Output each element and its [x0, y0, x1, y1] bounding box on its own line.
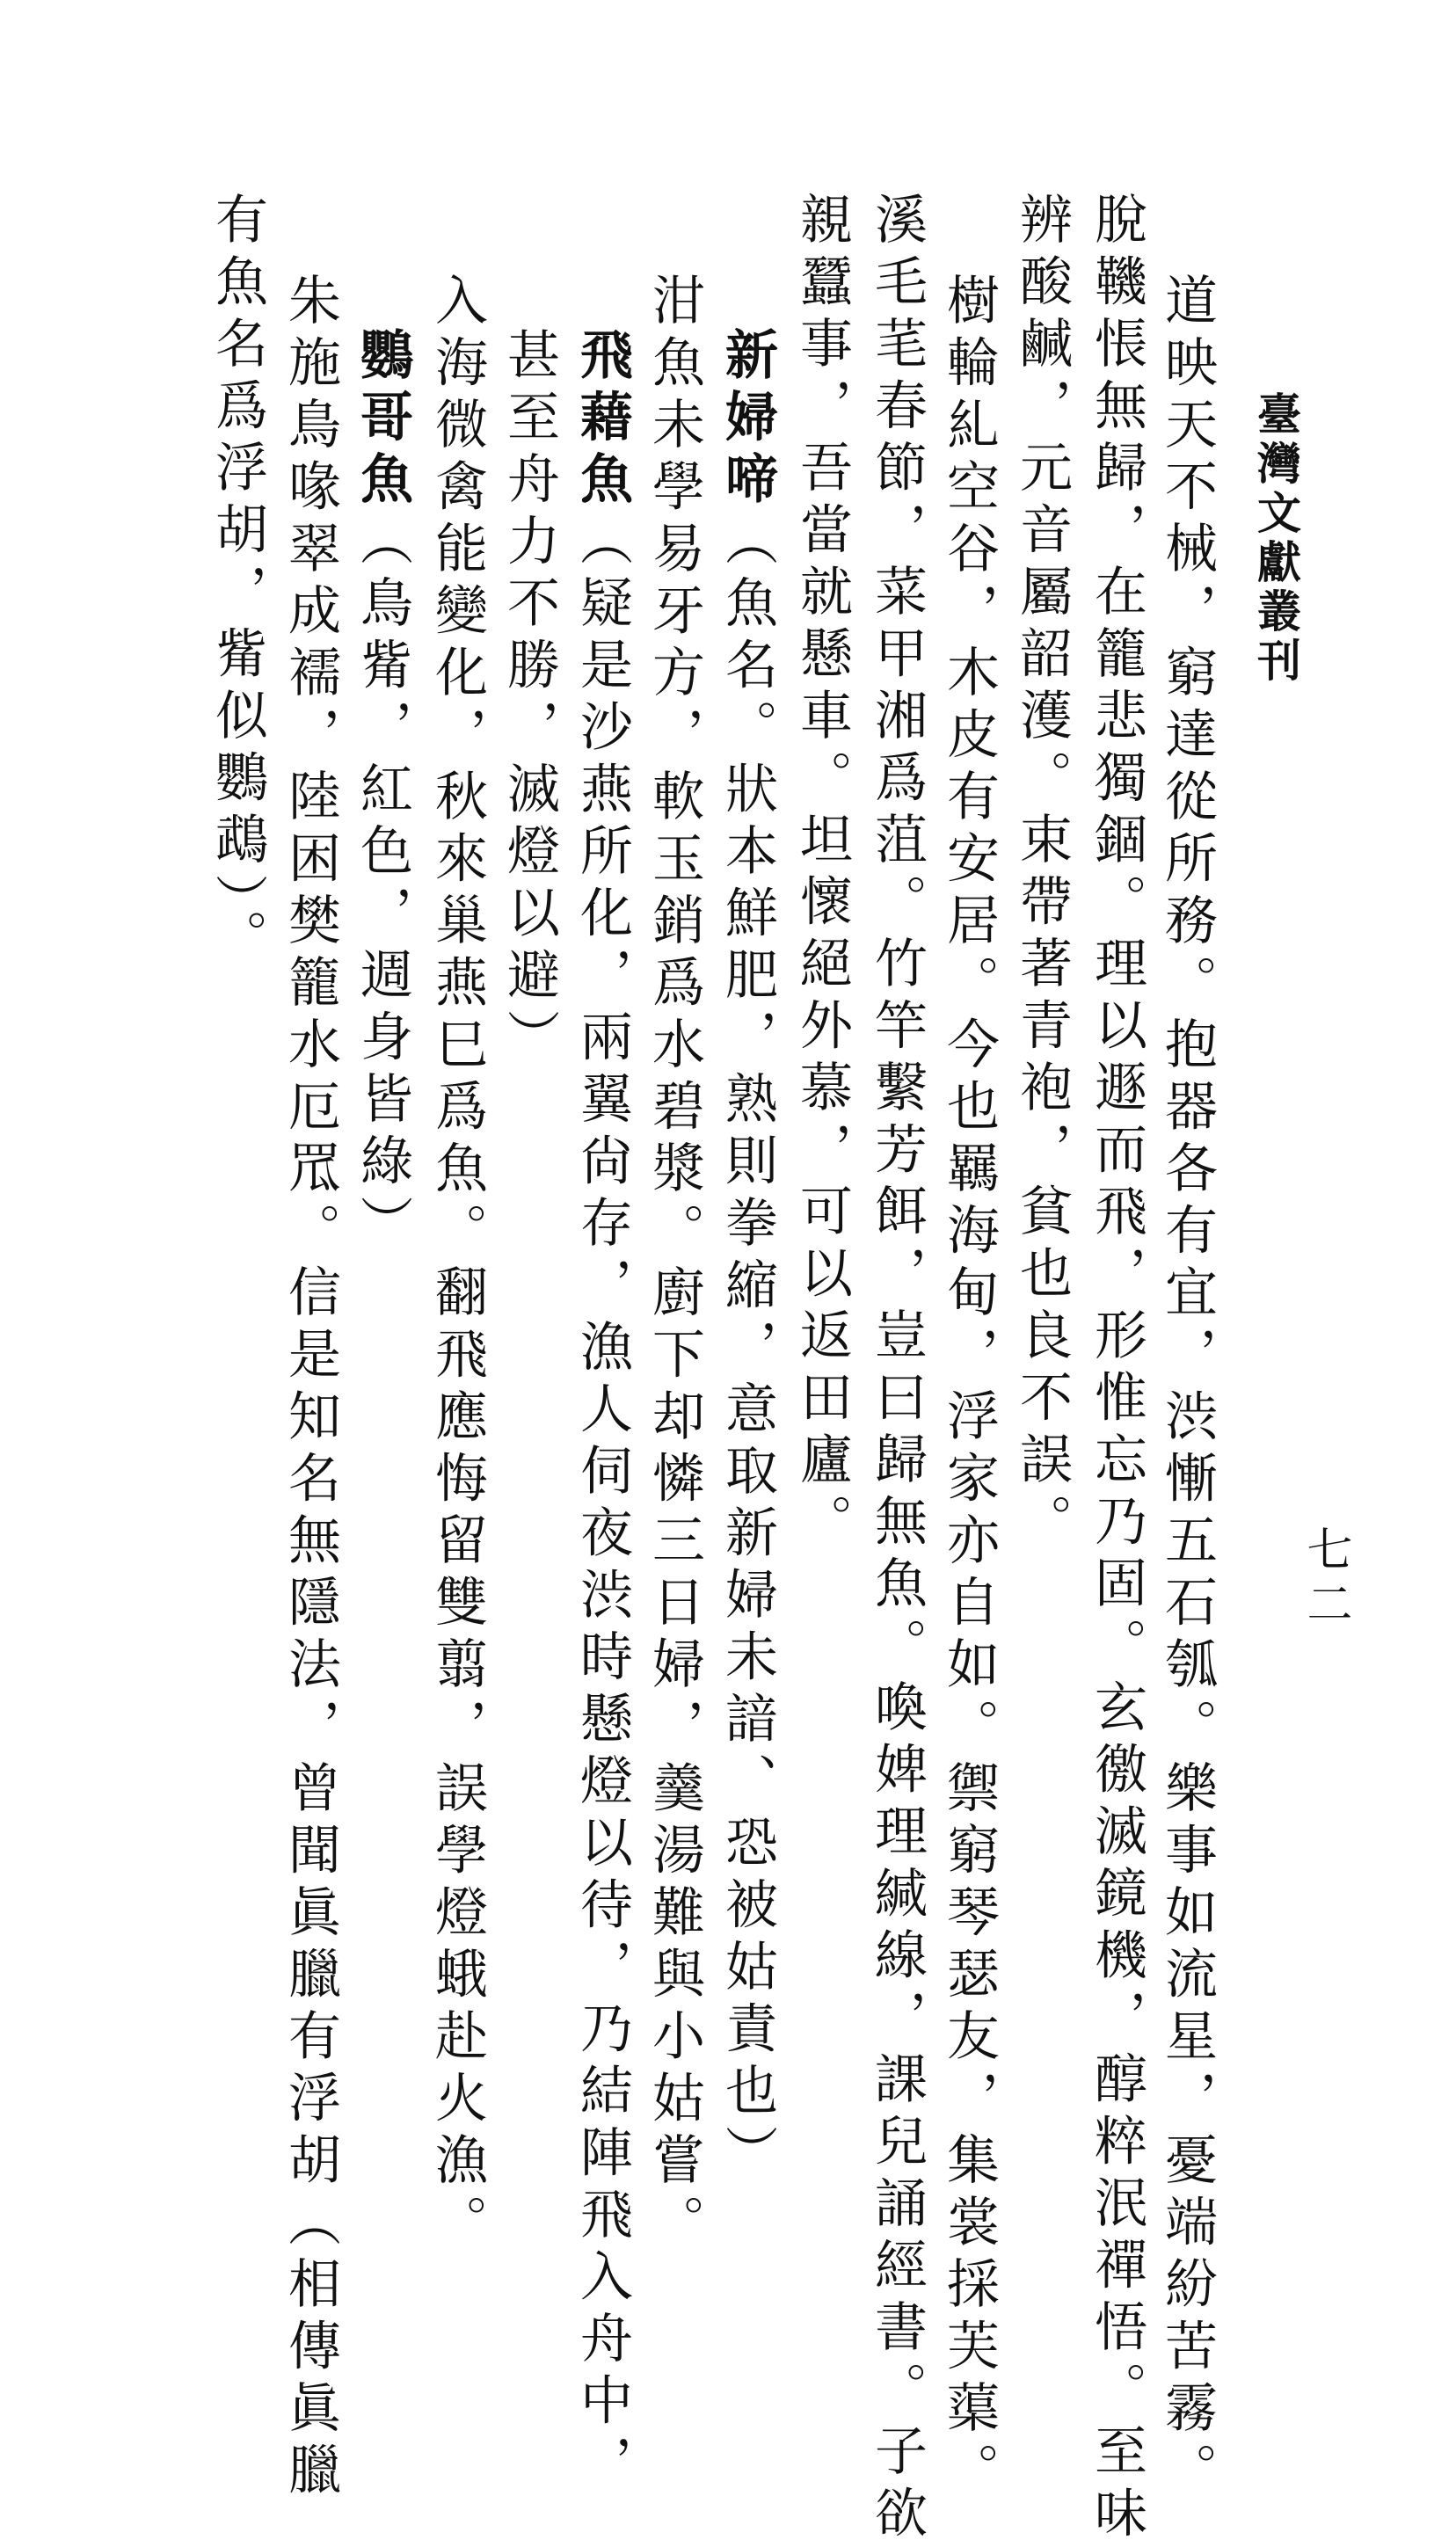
text-column-13: 朱施鳥喙翠成襦，陸困樊籠水厄罛。信是知名無隱法，曾聞眞臘有浮胡（相傳眞臘	[280, 273, 341, 2504]
text-column-7: 新婦啼（魚名。狀本鮮肥，熟則拳縮，意取新婦未諳、恐被姑責也）	[717, 327, 778, 2187]
running-head: 臺灣文獻叢刊	[1250, 391, 1302, 687]
text-column-5: 溪毛芼春節，菜甲湘爲菹。竹竿繫芳餌，豈曰歸無魚。喚婢理緘線，課兒誦經書。子欲	[866, 192, 928, 2547]
text-column-6: 親蠶事，吾當就懸車。坦懷絕外慕，可以返田廬。	[791, 192, 853, 1555]
text-column-12: 鸚哥魚（鳥觜，紅色，週身皆綠）	[352, 327, 413, 1257]
text-column-2: 脫鞿悵無歸，在籠悲獨錮。理以遯而飛，形惟忘乃固。玄徼滅鏡機，醇粹泯禪悟。至味	[1086, 192, 1147, 2547]
text-column-9: 飛藉魚（疑是沙燕所化，兩翼尙存，漁人伺夜渋時懸燈以待，乃結陣飛入舟中，	[571, 327, 633, 2497]
text-column-14: 有魚名爲浮胡，觜似鸚鵡）。	[207, 192, 268, 971]
text-column-4: 樹輪糺空谷，木皮有安居。今也羈海甸，浮家亦自如。禦窮琴瑟友，集裳採芙蕖。	[938, 273, 1000, 2504]
entry-term: 鸚哥魚	[352, 327, 413, 513]
entry-term: 飛藉魚	[571, 327, 633, 513]
text-column-11: 入海微禽能變化，秋來巢燕巳爲魚。翻飛應悔留雙翦，誤學燈蛾赴火漁。	[426, 273, 488, 2256]
text-column-8: 泔魚未學易牙方，軟玉銷爲水碧漿。廚下却憐三日婦，羹湯難與小姑嘗。	[644, 273, 705, 2256]
text-column-1: 道映天不械，窮達從所務。抱器各有宜，渋慚五石瓠。樂事如流星，憂端紛苦霧。	[1156, 273, 1218, 2504]
text-column-3: 辨酸鹹，元音屬韶濩。束帶著青袍，貧也良不誤。	[1011, 192, 1073, 1555]
entry-term: 新婦啼	[717, 327, 778, 513]
text-column-10: 甚至舟力不勝，滅燈以避）	[499, 327, 560, 1071]
page-number: 七二	[1299, 1525, 1351, 1634]
